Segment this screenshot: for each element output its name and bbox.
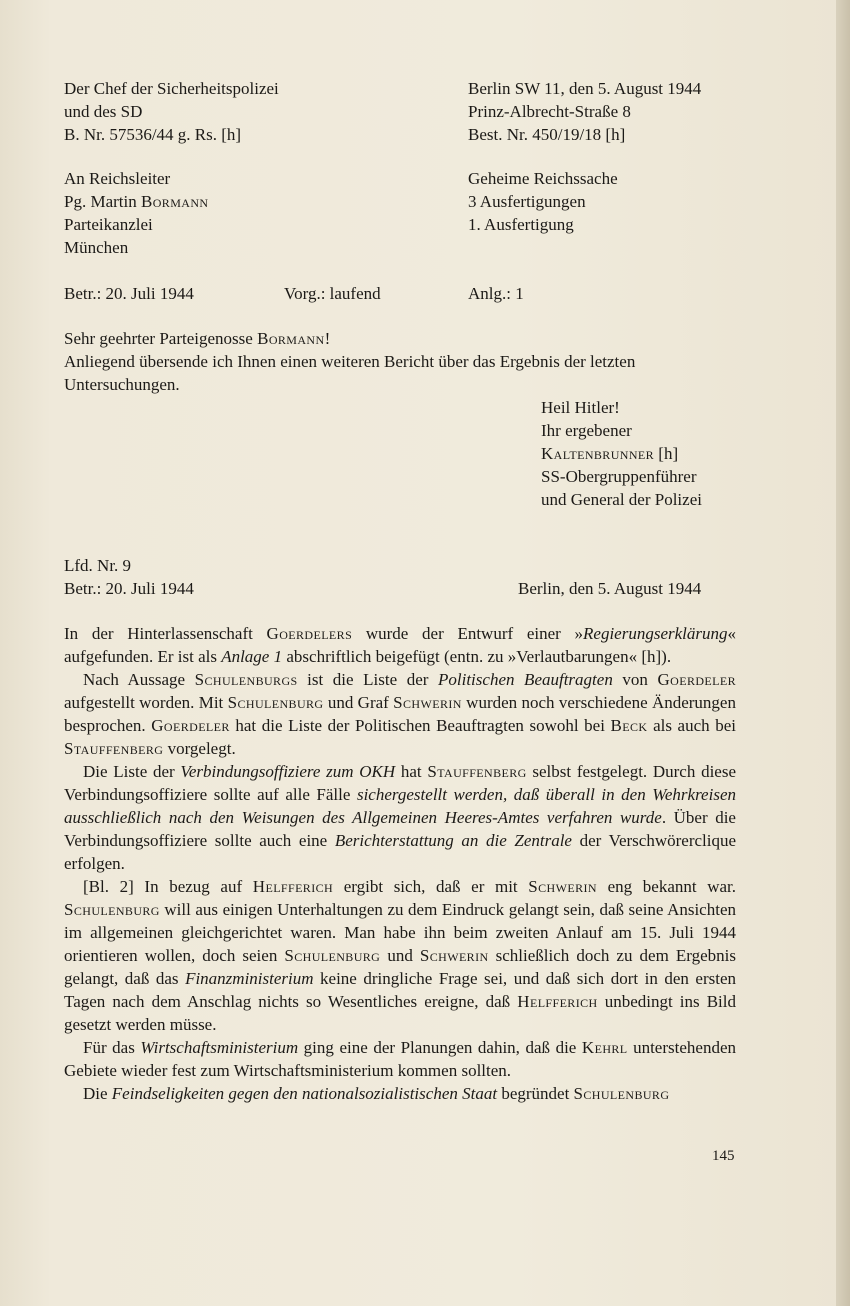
classification-line-1: Geheime Reichssache <box>468 169 618 188</box>
text-run: ging eine der Planungen dahin, daß die <box>298 1038 582 1057</box>
address-prefix: Pg. Martin <box>64 192 141 211</box>
person-name: Kehrl <box>581 1038 628 1057</box>
text-run: Die <box>83 1084 112 1103</box>
text-run: Für das <box>83 1038 141 1057</box>
page-number: 145 <box>712 1148 735 1164</box>
best-nr-line: Best. Nr. 450/19/18 [h] <box>468 125 626 144</box>
paragraph-6 <box>64 1082 736 1105</box>
person-name: Stauffenberg <box>64 739 164 758</box>
emphasis: Feindseligkeiten gegen den nationalsozialistischen Staat <box>111 1084 498 1103</box>
text-run: In der Hinterlassenschaft <box>64 624 267 643</box>
letter-body-line-1: Anliegend übersende ich Ihnen einen weiteren Bericht über das Ergebnis der letzten <box>64 352 636 371</box>
paragraph-1 <box>64 622 736 668</box>
signatory-mark: [h] <box>654 444 679 463</box>
emphasis: Anlage 1 <box>221 647 283 666</box>
person-name: Schwerin <box>393 693 462 712</box>
person-name: Goerdeler <box>151 716 230 735</box>
report-lfd-nr: Lfd. Nr. 9 <box>64 556 132 575</box>
salutation <box>64 327 330 350</box>
text-run: und <box>380 946 420 965</box>
ref-anlg: Anlg.: 1 <box>468 284 524 303</box>
header-right <box>468 77 701 146</box>
text-run: [Bl. 2] In bezug auf <box>83 877 253 896</box>
address-line-2 <box>64 190 208 213</box>
text-run: abschriftlich beigefügt (entn. zu »Verlautbarungen« [h]). <box>282 647 672 666</box>
place-date-line: Berlin SW 11, den 5. August 1944 <box>468 79 702 98</box>
salutation-prefix: Sehr geehrter Parteigenosse <box>64 329 258 348</box>
classification-block <box>468 167 618 236</box>
text-run: . Über die Verbindungsoffiziere sollte auch eine <box>64 808 736 850</box>
ref-vorg: Vorg.: laufend <box>284 284 381 303</box>
text-run: eng bekannt war. <box>596 877 737 896</box>
emphasis: sichergestellt werden, daß überall in den Wehrkreisen ausschließlich nach den Weisungen des Allgemeinen Heeres-Amtes verfahren wurde <box>64 785 736 827</box>
person-name: Schulenburg <box>573 1084 670 1103</box>
emphasis: Wirtschaftsministerium <box>140 1038 299 1057</box>
classification-line-3: 1. Ausfertigung <box>468 215 574 234</box>
address-line-1: An Reichsleiter <box>64 169 171 188</box>
person-name: Beck <box>610 716 648 735</box>
report-betr: Betr.: 20. Juli 1944 <box>64 579 194 598</box>
person-name: Schwerin <box>528 877 597 896</box>
classification-line-2: 3 Ausfertigungen <box>468 192 586 211</box>
text-run: aufgestellt worden. Mit <box>64 693 228 712</box>
person-name: Schulenburgs <box>194 670 298 689</box>
text-run: wurden noch verschiedene Änderungen besprochen. <box>64 693 736 735</box>
salutation-suffix: ! <box>324 329 331 348</box>
text-run: ist die Liste der <box>297 670 438 689</box>
text-run: schließlich doch zu dem Ergebnis gelangt, daß das <box>64 946 737 988</box>
closing-greeting: Heil Hitler! <box>541 398 620 417</box>
address-line-4: München <box>64 238 129 257</box>
text-run: hat die Liste der Politischen Beauftragten sowohl bei <box>229 716 611 735</box>
emphasis: Regierungserklärung <box>583 624 728 643</box>
text-run: wurde der Entwurf einer » <box>352 624 584 643</box>
letter-body-line-2: Untersuchungen. <box>64 375 180 394</box>
text-run: unbedingt ins Bild gesetzt werden müsse. <box>64 992 736 1034</box>
text-run: der Verschwörerclique erfolgen. <box>64 831 737 873</box>
paragraph-5 <box>64 1036 736 1082</box>
text-run: selbst festgelegt. Durch diese Verbindungsoffiziere sollte auf alle Fälle <box>64 762 736 804</box>
emphasis: Finanzministerium <box>185 969 314 988</box>
text-run: begründet <box>497 1084 574 1103</box>
text-run: will aus einigen Unterhaltungen zu dem Eindruck gelangt sein, daß seine Ansichten im allgemeinen gleichgerichtet waren. Man habe ihn beim zweiten Anlauf am 15. Juli 1944 orientieren wollen, doch seien <box>64 900 736 965</box>
closing-formula: Ihr ergebener <box>541 421 632 440</box>
sender-line-2: und des SD <box>64 102 143 121</box>
paragraph-2 <box>64 668 736 760</box>
salutation-name: Bormann <box>257 329 325 348</box>
signatory-title: und General der Polizei <box>541 490 702 509</box>
signatory <box>541 442 702 465</box>
person-name: Helfferich <box>517 992 598 1011</box>
emphasis: Verbindungsoffiziere zum OKH <box>180 762 396 781</box>
emphasis: Berichterstattung an die Zentrale <box>334 831 572 850</box>
text-run: Nach Aussage <box>83 670 195 689</box>
recipient-name: Bormann <box>140 192 209 211</box>
signatory-rank: SS-Obergruppenführer <box>541 467 697 486</box>
text-run: Die Liste der <box>83 762 181 781</box>
person-name: Helfferich <box>252 877 334 896</box>
report-body <box>64 622 736 1105</box>
text-run: als auch bei <box>647 716 736 735</box>
person-name: Schulenburg <box>227 693 324 712</box>
text-run: unterstehenden Gebiete wieder fest zum Wirtschaftsministerium kommen sollten. <box>64 1038 736 1080</box>
address-line-3: Parteikanzlei <box>64 215 153 234</box>
signatory-name: Kaltenbrunner <box>541 444 655 463</box>
text-run: und Graf <box>323 693 394 712</box>
header-left <box>64 77 279 146</box>
text-run: hat <box>395 762 428 781</box>
person-name: Goerdeler <box>657 670 737 689</box>
recipient-address <box>64 167 208 259</box>
text-run: keine dringliche Frage sei, und daß sich dort in den ersten Tagen nach dem Anschlag nichts so Wesentliches ereigne, daß <box>64 969 736 1011</box>
person-name: Stauffenberg <box>427 762 527 781</box>
paragraph-4 <box>64 875 736 1036</box>
text-run: ergibt sich, daß er mit <box>333 877 529 896</box>
text-run: « aufgefunden. Er ist als <box>64 624 736 666</box>
text-run: von <box>612 670 658 689</box>
person-name: Schulenburg <box>64 900 160 919</box>
sender-line-1: Der Chef der Sicherheitspolizei <box>64 79 279 98</box>
closing-block <box>541 396 702 511</box>
emphasis: Politischen Beauftragten <box>438 670 613 689</box>
person-name: Schwerin <box>419 946 489 965</box>
paragraph-3 <box>64 760 736 875</box>
report-date: Berlin, den 5. August 1944 <box>518 579 702 598</box>
sender-line-3: B. Nr. 57536/44 g. Rs. [h] <box>64 125 242 144</box>
street-line: Prinz-Albrecht-Straße 8 <box>468 102 631 121</box>
person-name: Schulenburg <box>284 946 381 965</box>
page-edge <box>836 0 850 1306</box>
text-run: vorgelegt. <box>163 739 236 758</box>
person-name: Goerdelers <box>266 624 353 643</box>
ref-betr: Betr.: 20. Juli 1944 <box>64 284 194 303</box>
